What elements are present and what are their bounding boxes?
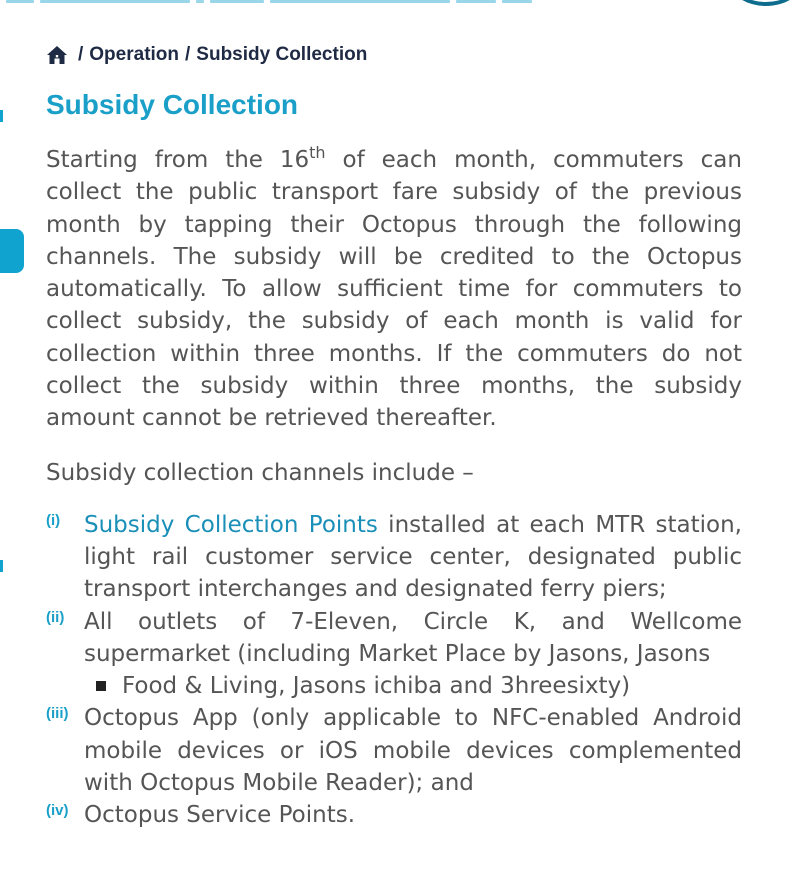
intro-paragraph xyxy=(46,144,742,435)
corner-button[interactable] xyxy=(730,0,802,6)
breadcrumb-separator: / xyxy=(185,44,191,65)
list-item xyxy=(46,509,742,606)
intro-text-rest: of each month, commuters can collect the public transport fare subsidy of the previous month by tapping their Octopus through the following channels. The subsidy will be credited to the Octopus automatically. To allow sufficient time for commuters to collect subsidy, the subsidy of each month is valid for collection within three months. If the commuters do not collect the subsidy within three months, the subsidy amount cannot be retrieved thereafter. xyxy=(46,147,742,432)
side-panel-edge xyxy=(0,110,3,122)
list-item-body: installed at each MTR station, light rail customer service center, designated public transport interchanges and designated ferry piers; xyxy=(84,511,742,603)
intro-text-start: Starting from the 16 xyxy=(46,147,310,173)
list-item xyxy=(46,606,742,703)
subsidy-collection-points-link[interactable]: Subsidy Collection Points xyxy=(84,511,378,538)
bullet-line xyxy=(84,670,742,702)
side-panel-tab[interactable] xyxy=(0,229,24,273)
list-number: (iii) xyxy=(46,705,69,723)
top-nav-remnant xyxy=(0,0,560,6)
side-panel-edge xyxy=(0,560,3,572)
breadcrumb xyxy=(46,42,742,68)
ordinal-superscript: th xyxy=(309,143,326,162)
list-number: (i) xyxy=(46,511,61,529)
breadcrumb-item-subsidy-collection[interactable]: Subsidy Collection xyxy=(196,44,368,65)
list-item-text: Octopus Service Points. xyxy=(84,802,356,829)
breadcrumb-item-operation[interactable]: Operation xyxy=(89,44,180,65)
bullet-text: Food & Living, Jasons ichiba and 3hreesixty) xyxy=(122,673,631,700)
home-icon[interactable] xyxy=(46,44,68,66)
list-item-body: All outlets of 7-Eleven, Circle K, and Wellcome supermarket (including Market Place by Jasons, Jasons xyxy=(84,608,742,667)
list-number: (ii) xyxy=(46,608,65,626)
channel-list xyxy=(46,509,742,832)
list-item-text xyxy=(84,606,742,703)
bullet-square-icon xyxy=(96,681,106,691)
channels-lead: Subsidy collection channels include – xyxy=(46,459,474,486)
list-item-text: Octopus App (only applicable to NFC-enabled Android mobile devices or iOS mobile devices complemented with Octopus Mobile Reader); and xyxy=(84,705,742,797)
list-number: (iv) xyxy=(46,802,69,820)
list-item xyxy=(46,702,742,799)
main-content xyxy=(46,42,742,832)
breadcrumb-separator: / xyxy=(78,44,84,65)
page-title: Subsidy Collection xyxy=(46,89,299,120)
list-item-text xyxy=(84,509,742,606)
list-item xyxy=(46,799,742,831)
